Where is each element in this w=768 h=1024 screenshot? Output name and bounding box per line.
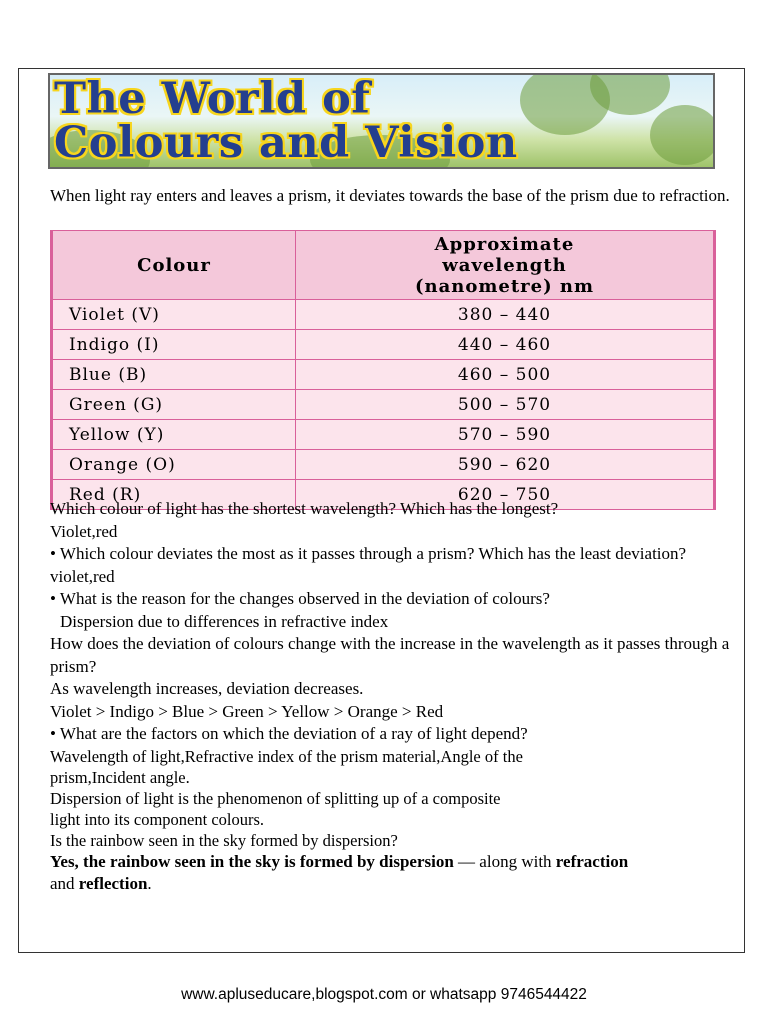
range-cell: 590 – 620 [296, 450, 715, 480]
answer-6-mid: — along with [453, 851, 556, 871]
colour-cell: Orange (O) [52, 450, 296, 480]
header-colour: Colour [52, 231, 296, 300]
question-2: • Which colour deviates the most as it passes through a prism? Which has the least deviation?violet,red [50, 544, 687, 586]
colour-cell: Yellow (Y) [52, 420, 296, 450]
answer-3: Dispersion due to differences in refractive index [60, 611, 389, 631]
answer-6-cont [50, 873, 730, 896]
range-cell: 380 – 440 [296, 300, 715, 330]
answer-1: Violet,red [50, 521, 118, 541]
colour-cell: Blue (B) [52, 360, 296, 390]
question-answer-section [50, 498, 730, 896]
banner-title-line1: The World of [54, 74, 371, 124]
answer-5-line1: Wavelength of light,Refractive index of the prism material,Angle of the [50, 746, 523, 766]
table-row [52, 360, 715, 390]
answer-6-reflection: reflection [78, 874, 148, 893]
answer-6-refraction: refraction [555, 851, 629, 871]
question-1: Which colour of light has the shortest wavelength? Which has the longest? [50, 499, 559, 518]
header-wavelength [296, 231, 715, 300]
answer-5-line2: prism,Incident angle. [50, 767, 190, 787]
colour-cell: Violet (V) [52, 300, 296, 330]
range-cell: 500 – 570 [296, 390, 715, 420]
colour-cell: Green (G) [52, 390, 296, 420]
colour-order: Violet > Indigo > Blue > Green > Yellow > Orange > Red [50, 701, 444, 721]
definition-line2: light into its component colours. [50, 809, 265, 829]
colour-cell: Indigo (I) [52, 330, 296, 360]
answer-6-end: . [147, 874, 152, 893]
answer-6 [50, 851, 730, 874]
table-row [52, 390, 715, 420]
footer-contact: www.apluseducare,blogspot.com or whatsapp 9746544422 [181, 986, 587, 1003]
wavelength-table [50, 230, 716, 510]
banner-title [54, 74, 518, 168]
range-cell: 460 – 500 [296, 360, 715, 390]
title-banner [48, 73, 715, 169]
question-4: How does the deviation of colours change with the increase in the wavelength as it passes through a prism? [50, 634, 730, 676]
range-cell: 570 – 590 [296, 420, 715, 450]
range-cell: 440 – 460 [296, 330, 715, 360]
header-wavelength-line1: Approximate [434, 233, 575, 255]
header-wavelength-line2: wavelength [442, 254, 567, 276]
colour-cell: Red (R) [52, 480, 296, 510]
banner-title-line2: Colours and Vision [54, 118, 518, 168]
question-5: • What are the factors on which the deviation of a ray of light depend? [50, 724, 528, 743]
answer-4: As wavelength increases, deviation decreases. [50, 679, 364, 698]
intro-paragraph: When light ray enters and leaves a prism, it deviates towards the base of the prism due to refraction. [50, 186, 730, 205]
answer-6-and: and [50, 874, 79, 893]
table-row [52, 300, 715, 330]
table-row [52, 420, 715, 450]
table-row [52, 330, 715, 360]
table-row [52, 450, 715, 480]
header-wavelength-line3: (nanometre) nm [414, 275, 595, 297]
question-6: Is the rainbow seen in the sky formed by dispersion? [50, 830, 398, 850]
definition-line1: Dispersion of light is the phenomenon of splitting up of a composite [50, 788, 501, 808]
range-cell: 620 – 750 [296, 480, 715, 510]
answer-6-bold: Yes, the rainbow seen in the sky is formed by dispersion [50, 851, 454, 871]
question-3: • What is the reason for the changes observed in the deviation of colours? [50, 589, 550, 608]
